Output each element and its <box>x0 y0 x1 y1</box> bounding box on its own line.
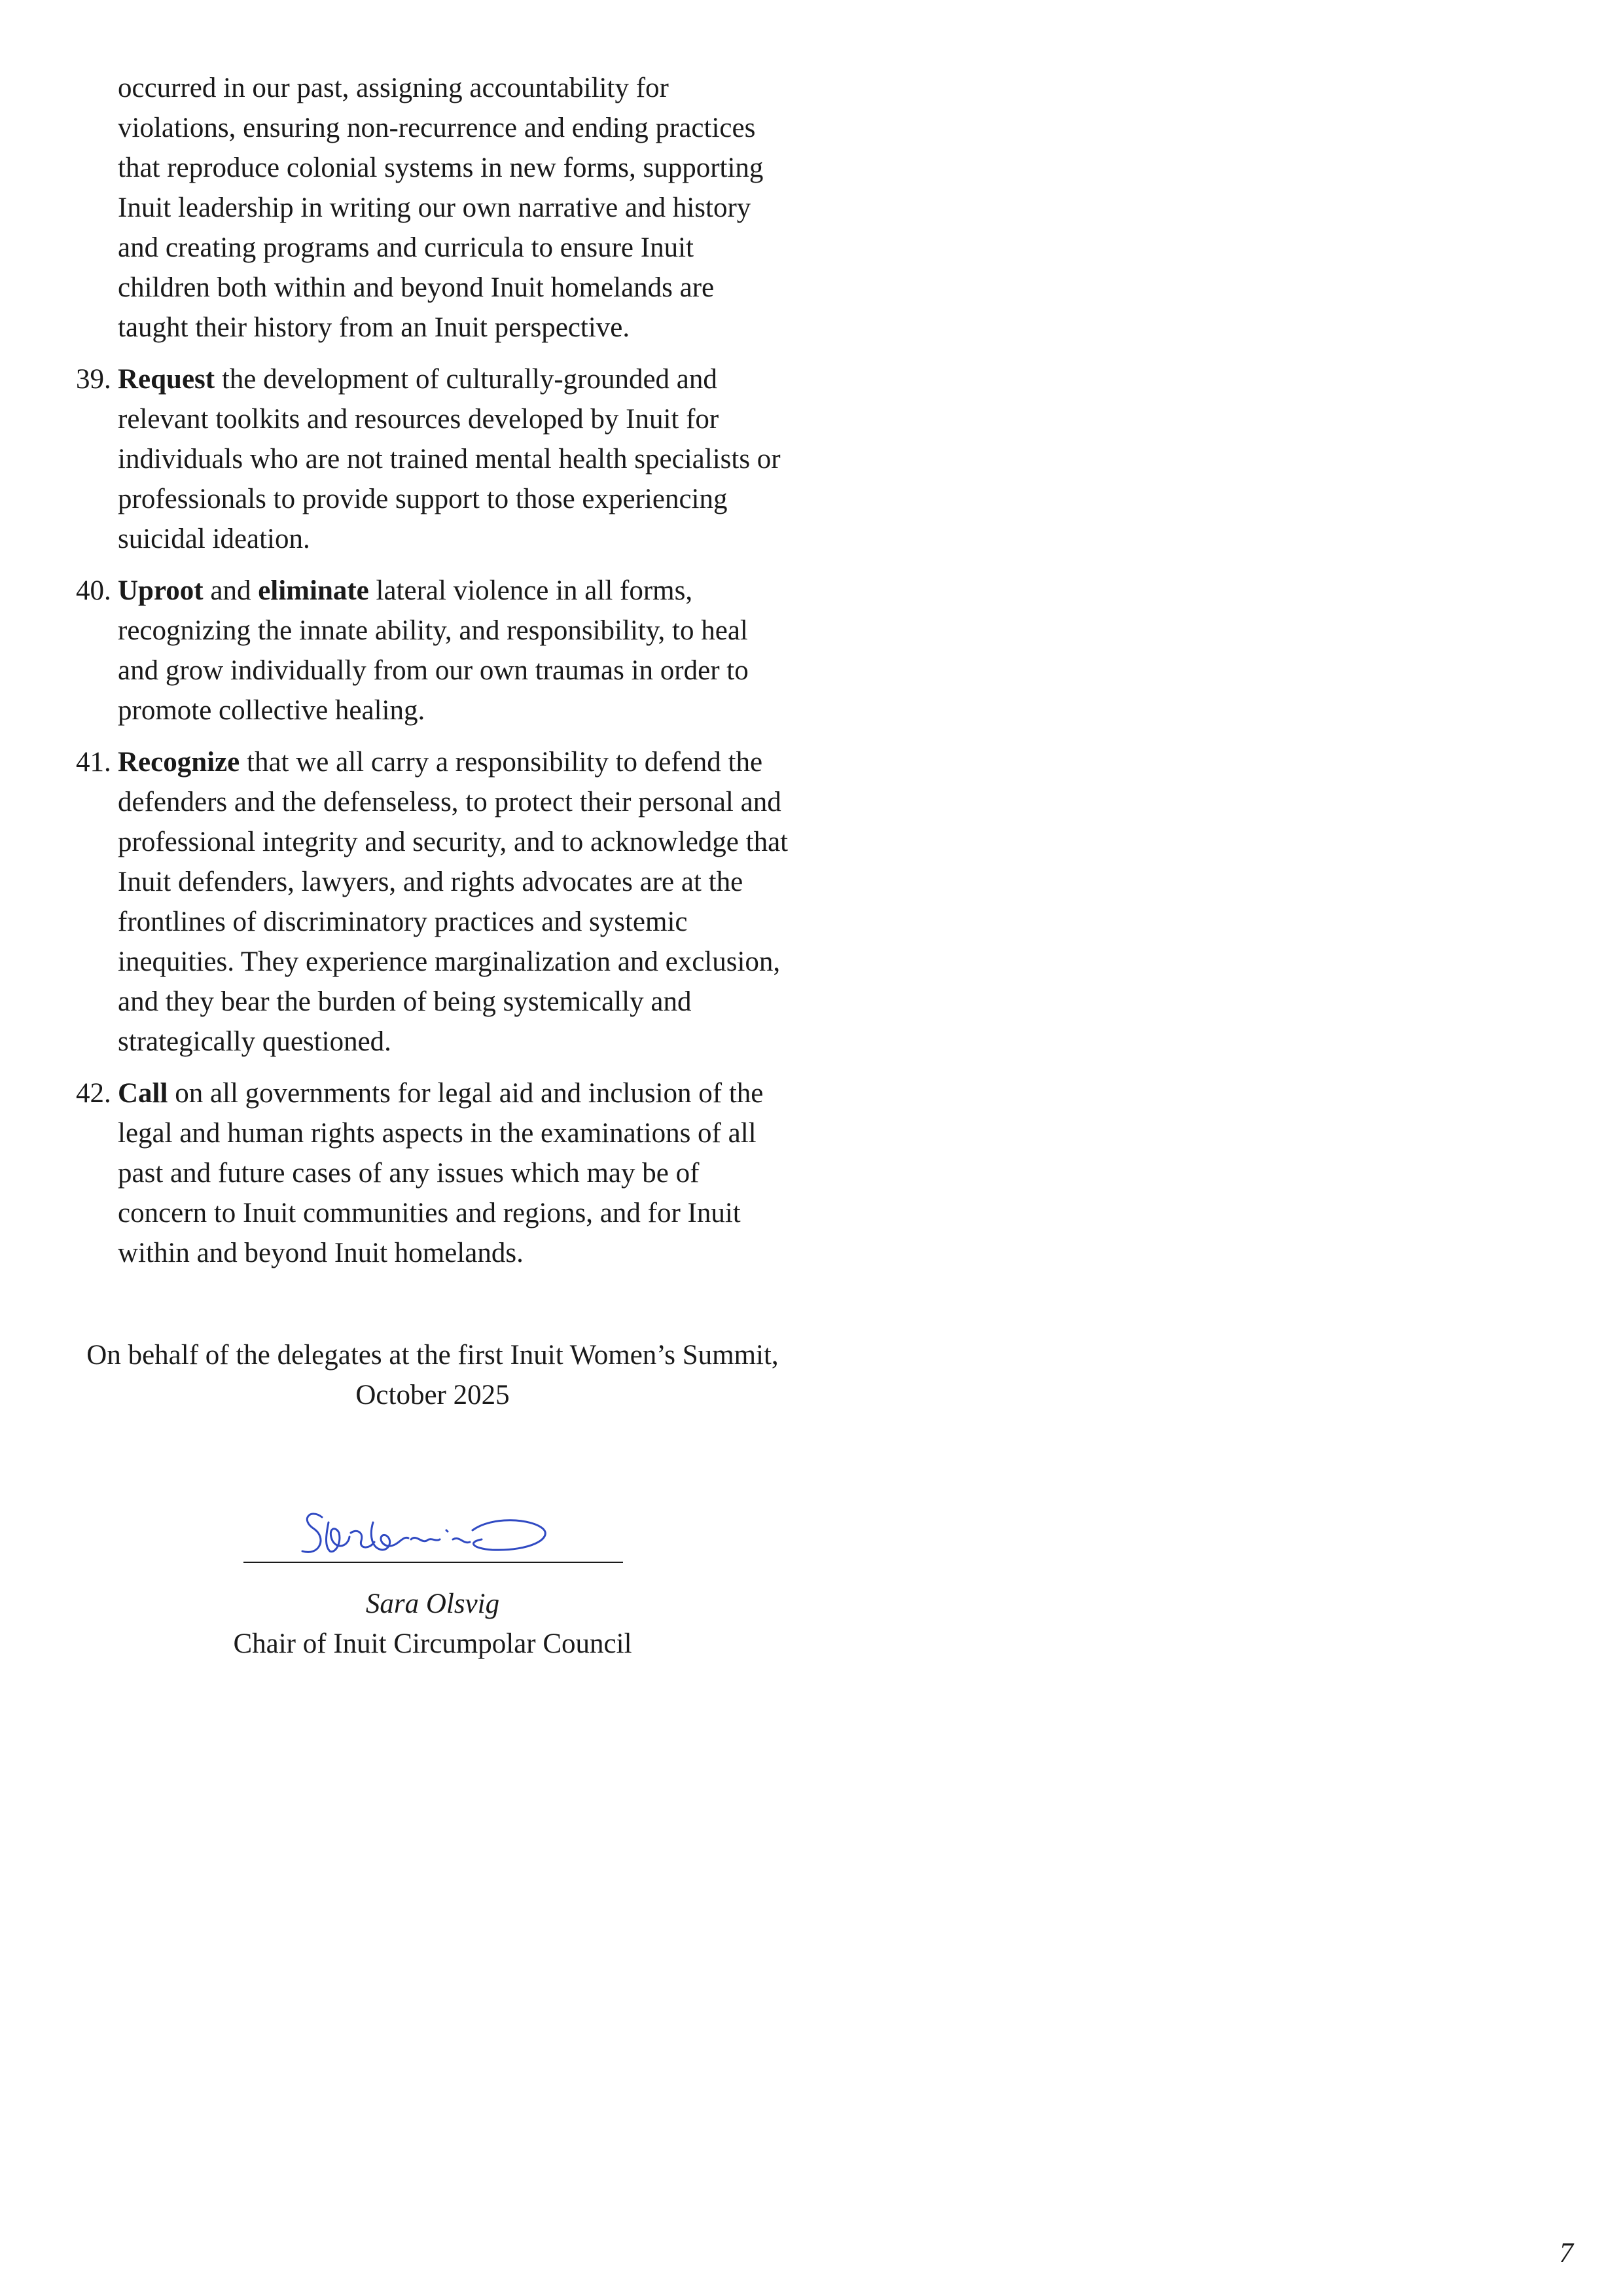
closing-date: October 2025 <box>355 1380 510 1410</box>
signer-title: Chair of Inuit Circumpolar Council <box>233 1628 632 1659</box>
resolution-item-39 <box>76 359 789 559</box>
item-number: 40. <box>76 575 111 606</box>
page-number: 7 <box>1559 2238 1573 2269</box>
item-number: 39. <box>76 364 111 395</box>
signature-block <box>243 1499 623 1564</box>
resolution-item-42 <box>76 1073 789 1273</box>
item-connector: and <box>203 575 259 606</box>
resolution-item-41 <box>76 742 789 1062</box>
item-verb-secondary: eliminate <box>258 575 369 606</box>
closing-line-1: On behalf of the delegates at the first Inuit Women’s Summit, <box>86 1340 779 1371</box>
item-verb: Uproot <box>118 575 204 606</box>
item-text: lateral violence in all forms, recognizing the innate ability, and responsibility, to heal and grow individually from our own traumas in order to promote collective healing. <box>118 575 749 726</box>
closing-statement <box>76 1335 789 1415</box>
signer-name: Sara Olsvig <box>365 1588 500 1619</box>
continued-paragraph: occurred in our past, assigning accountability for violations, ensuring non-recurrence and ending practices that reproduce colonial systems in new forms, supporting Inuit leadership in writing our own narrative and history and creating programs and curricula to ensure Inuit children both within and beyond Inuit homelands are taught their history from an Inuit perspective. <box>118 73 764 343</box>
handwritten-signature <box>296 1503 571 1562</box>
item-verb: Recognize <box>118 747 240 778</box>
signature-line <box>243 1562 623 1563</box>
item-text: that we all carry a responsibility to defend the defenders and the defenseless, to protect their personal and professional integrity and security, and to acknowledge that Inuit defenders, lawyers, and rights advocates are at the frontlines of discriminatory practices and systemic inequities. They experience marginalization and exclusion, and they bear the burden of being systemically and strategically questioned. <box>118 747 789 1057</box>
signer-block <box>76 1584 789 1664</box>
item-text: on all governments for legal aid and inclusion of the legal and human rights aspects in the examinations of all past and future cases of any issues which may be of concern to Inuit communities and regions, and for Inuit within and beyond Inuit homelands. <box>118 1078 764 1268</box>
item-number: 42. <box>76 1078 111 1109</box>
item-verb: Request <box>118 364 215 395</box>
resolution-item-40 <box>76 571 789 730</box>
item-text: the development of culturally-grounded and relevant toolkits and resources developed by Inuit for individuals who are not trained mental health specialists or professionals to provide support to those experiencing suicidal ideation. <box>118 364 781 554</box>
resolutions-column <box>76 68 789 1285</box>
item-number: 41. <box>76 747 111 778</box>
item-verb: Call <box>118 1078 168 1109</box>
